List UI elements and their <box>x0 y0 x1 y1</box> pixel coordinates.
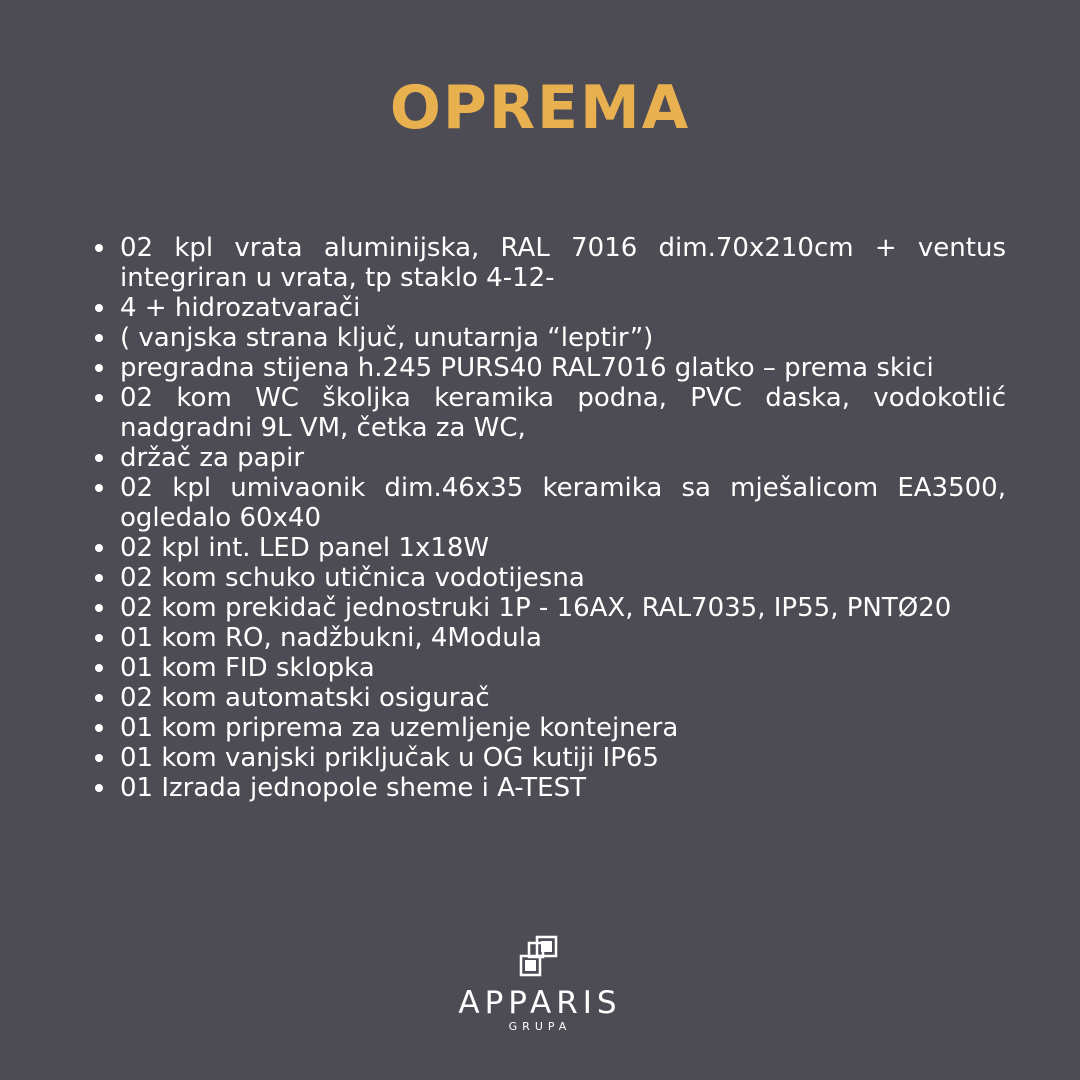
page-title: OPREMA <box>389 73 691 143</box>
list-item: 02 kom prekidač jednostruki 1P - 16AX, RAL7035, IP55, PNTØ20 <box>92 593 1006 623</box>
list-item: držač za papir <box>92 443 1006 473</box>
list-item: 01 kom vanjski priključak u OG kutiji IP65 <box>92 743 1006 773</box>
company-logo <box>440 934 640 1034</box>
list-item: 02 kom schuko utičnica vodotijesna <box>92 563 1006 593</box>
list-item: pregradna stijena h.245 PURS40 RAL7016 glatko – prema skici <box>92 353 1006 383</box>
logo-subtitle: GRUPA <box>508 1020 572 1033</box>
list-item: 01 kom FID sklopka <box>92 653 1006 683</box>
logo-name: APPARIS <box>458 985 622 1021</box>
list-item: 02 kpl vrata aluminijska, RAL 7016 dim.70x210cm + ventus integriran u vrata, tp staklo 4-12- <box>92 233 1006 293</box>
equipment-list <box>92 233 1006 803</box>
list-item: 02 kom WC školjka keramika podna, PVC daska, vodokotlić nadgradni 9L VM, četka za WC, <box>92 383 1006 443</box>
list-item: 01 kom RO, nadžbukni, 4Modula <box>92 623 1006 653</box>
list-item: ( vanjska strana ključ, unutarnja “leptir”) <box>92 323 1006 353</box>
list-item: 02 kpl int. LED panel 1x18W <box>92 533 1006 563</box>
list-item: 02 kpl umivaonik dim.46x35 keramika sa mješalicom EA3500, ogledalo 60x40 <box>92 473 1006 533</box>
list-item: 4 + hidrozatvarači <box>92 293 1006 323</box>
list-item: 02 kom automatski osigurač <box>92 683 1006 713</box>
list-item: 01 Izrada jednopole sheme i A-TEST <box>92 773 1006 803</box>
list-item: 01 kom priprema za uzemljenje kontejnera <box>92 713 1006 743</box>
apparis-squares-icon <box>516 934 564 982</box>
